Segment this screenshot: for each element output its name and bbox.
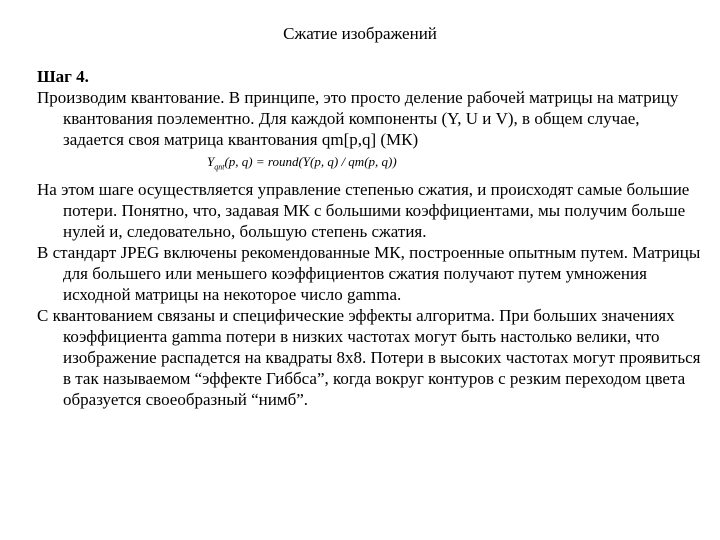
- formula-lhs: Y: [207, 154, 215, 169]
- formula-rhs: (p, q) = round(Y(p, q) / qm(p, q)): [224, 154, 397, 169]
- formula-lhs-subscript: qnt: [214, 162, 225, 172]
- paragraph-compression-control: На этом шаге осуществляется управление степенью сжатия, и происходят самые большие потери. Понятно, что, задавая МК с большими коэффициентами, мы получим больше нулей и, следовательно, большую степень сжатия.: [37, 180, 690, 241]
- quantization-formula: [207, 153, 701, 175]
- step-heading: Шаг 4.: [37, 67, 89, 86]
- paragraph-quantization-effects: С квантованием связаны и специфические эффекты алгоритма. При больших значениях коэффициента gamma потери в низких частотах могут быть настолько велики, что изображение распадется на квадраты 8х8. Потери в высоких частотах могут проявиться в так называемом “эффекте Гиббса”, когда вокруг контуров с резким переходом цвета образуется своеобразный “нимб”.: [37, 306, 701, 409]
- paragraph-jpeg-standard: В стандарт JPEG включены рекомендованные МК, построенные опытным путем. Матрицы для большего или меньшего коэффициентов сжатия получают путем умножения исходной матрицы на некоторое число gamma.: [37, 243, 701, 304]
- slide-body: [37, 66, 701, 410]
- page-title: Сжатие изображений: [283, 24, 437, 43]
- intro-paragraph: Производим квантование. В принципе, это просто деление рабочей матрицы на матрицу квантования поэлементно. Для каждой компоненты (Y, U и V), в общем случае, задается своя матрица квантования qm[p,q] (МК): [37, 88, 679, 149]
